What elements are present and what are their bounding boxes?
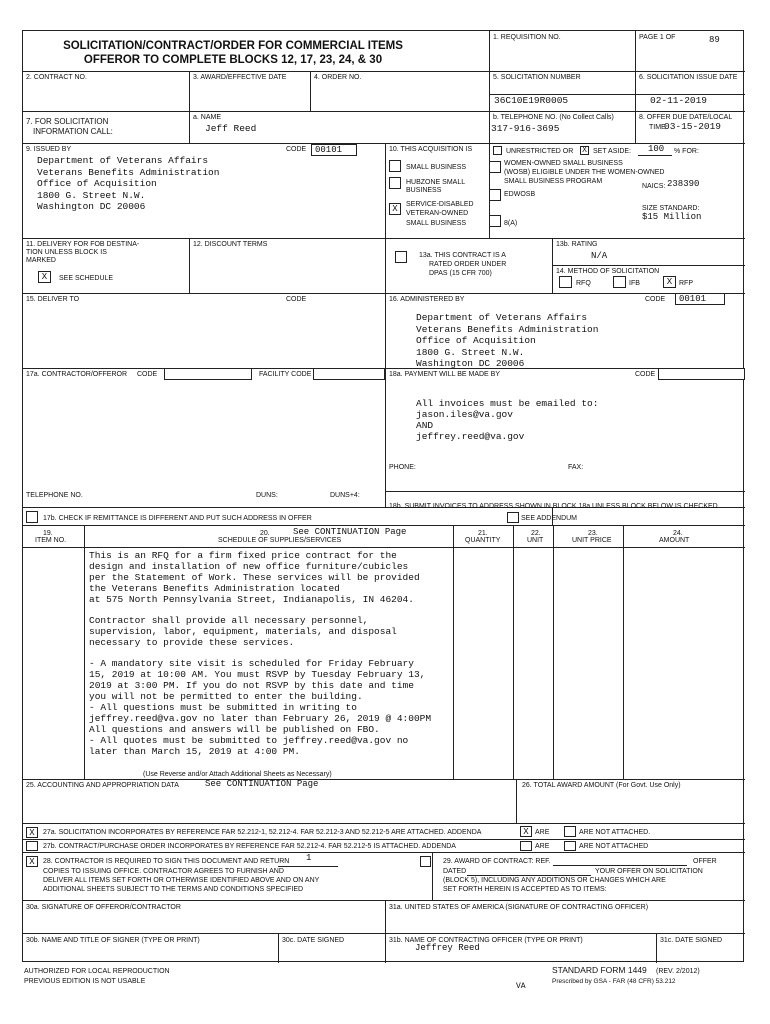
rule	[635, 31, 636, 71]
ifb-label: IFB	[629, 280, 640, 287]
col-quantity: 21.	[478, 530, 488, 537]
issued-by-address-5: Washington DC 20006	[37, 201, 146, 212]
set-aside-percent: 100	[648, 144, 665, 154]
wosb-checkbox[interactable]	[489, 161, 501, 173]
sdvosb-label-2: VETERAN-OWNED	[406, 210, 469, 217]
col-amount-label: AMOUNT	[659, 537, 690, 544]
rule	[489, 71, 490, 239]
issue-date-label: 6. SOLICITATION ISSUE DATE	[639, 74, 738, 81]
payment-code-box	[658, 368, 745, 380]
wosb-label-1: WOMEN-OWNED SMALL BUSINESS	[504, 160, 623, 167]
administered-code-label: CODE	[645, 296, 666, 303]
award-offer-label: OFFER	[693, 858, 717, 865]
rule	[656, 933, 657, 963]
rule	[23, 525, 745, 526]
deliver-to-label: 15. DELIVER TO	[26, 296, 80, 303]
issued-by-address-3: Office of Acquisition	[37, 178, 157, 189]
rule	[385, 491, 745, 492]
rule	[189, 238, 190, 293]
schedule-continuation-note: See CONTINUATION Page	[293, 527, 407, 537]
rule	[516, 779, 517, 823]
footer-revision: (REV. 2/2012)	[656, 968, 700, 975]
total-award-label: 26. TOTAL AWARD AMOUNT (For Govt. Use Only)	[522, 782, 681, 789]
contractor-code-label: CODE	[137, 371, 158, 378]
signer-name-label: 30b. NAME AND TITLE OF SIGNER (TYPE OR PRINT)	[26, 937, 200, 944]
rule	[635, 71, 636, 143]
col-schedule: 20.	[260, 530, 270, 537]
col-unit-label: UNIT	[527, 537, 544, 544]
officer-date-label: 31c. DATE SIGNED	[660, 937, 723, 944]
footer-form-name: STANDARD FORM 1449	[552, 965, 647, 975]
sdvosb-label-1: SERVICE-DISABLED	[406, 201, 474, 208]
rule	[23, 900, 745, 901]
small-business-checkbox[interactable]	[389, 160, 401, 172]
rule	[385, 900, 386, 963]
administered-code: 00101	[679, 294, 707, 304]
col-unit: 22.	[531, 530, 541, 537]
rule	[553, 525, 554, 779]
issued-by-code-label: CODE	[286, 146, 307, 153]
rule	[310, 71, 311, 111]
issued-by-address-2: Veterans Benefits Administration	[37, 166, 220, 178]
rule	[23, 933, 745, 934]
rule	[23, 111, 489, 112]
requisition-label: 1. REQUISITION NO.	[493, 34, 561, 41]
rule	[84, 525, 85, 779]
contractor-sign-line-1: 28. CONTRACTOR IS REQUIRED TO SIGN THIS DOCUMENT AND RETURN	[43, 858, 290, 865]
set-aside-label: SET ASIDE:	[593, 148, 631, 155]
copies-value: 1	[306, 853, 312, 863]
footer-reproduction: AUTHORIZED FOR LOCAL REPRODUCTION	[24, 968, 170, 975]
info-call-label-1: 7. FOR SOLICITATION	[26, 117, 109, 126]
contractor-sign-checkbox[interactable]: X	[26, 856, 38, 867]
wosb-label-2: (WOSB) ELIGIBLE UNDER THE WOMEN-OWNED	[504, 169, 665, 176]
footer-previous-edition: PREVIOUS EDITION IS NOT USABLE	[24, 978, 146, 985]
rule	[489, 111, 745, 112]
set-aside-checkbox[interactable]: X	[580, 146, 589, 155]
edwosb-checkbox[interactable]	[489, 189, 501, 201]
award-line-2: YOUR OFFER ON SOLICITATION	[595, 868, 703, 875]
rule	[23, 143, 745, 144]
facility-code-box[interactable]	[313, 368, 385, 380]
addenda-not-attached-label: ARE NOT ATTACHED.	[579, 829, 651, 836]
solicitation-ref-label: 27a. SOLICITATION INCORPORATES BY REFERENCE FAR 52.212-1, 52.212-4. FAR 52.212-3 AND 52.212-5 ARE ATTACHED. ADDENDA	[43, 829, 482, 836]
rule	[23, 238, 745, 239]
payment-fax-label: FAX:	[568, 464, 584, 471]
award-dated-underline	[467, 875, 591, 876]
payment-line-2: jason.iles@va.gov	[416, 409, 513, 420]
rating-label: 13b. RATING	[556, 241, 598, 248]
col-unit-price: 23.	[588, 530, 598, 537]
naics-label: NAICS:	[642, 183, 666, 190]
rule	[189, 71, 190, 111]
contact-name: Jeff Reed	[205, 123, 257, 134]
accounting-label: 25. ACCOUNTING AND APPROPRIATION DATA	[26, 782, 179, 789]
rfp-checkbox[interactable]: X	[663, 276, 676, 288]
award-date-label: 3. AWARD/EFFECTIVE DATE	[193, 74, 287, 81]
name-label: a. NAME	[193, 114, 222, 121]
offeror-date-label: 30c. DATE SIGNED	[282, 937, 345, 944]
description-paragraph: - A mandatory site visit is scheduled for Friday February 15, 2019 at 10:00 AM. You must RSVP by Tuesday February 13, 2019 at 3:00 PM. If you do not RSVP by this date and time you will not be permitted to enter the building. - All questions must be submitted in writing to jeffrey.reed@va.gov no later than February 26, 2019 @ 4:00PM All questions and answers will be published on FBO. - All quotes must be submitted to jeffrey.reed@va.gov no later than March 15, 2019 at 4:00 PM.	[89, 658, 432, 757]
footer-prescribed: Prescribed by GSA - FAR (48 CFR) 53.212	[552, 978, 676, 985]
payment-line-1: All invoices must be emailed to:	[416, 398, 599, 409]
hubzone-label-2: BUSINESS	[406, 187, 442, 194]
award-line-4: SET FORTH HEREIN IS ACCEPTED AS TO ITEMS:	[443, 886, 607, 893]
issued-by-label: 9. ISSUED BY	[26, 146, 72, 153]
contract-ref-label: 27b. CONTRACT/PURCHASE ORDER INCORPORATES BY REFERENCE FAR 52.212-4. FAR 52.212-5 IS ATTACHED. ADDENDA	[43, 843, 456, 850]
ifb-checkbox[interactable]	[613, 276, 626, 288]
eight-a-checkbox[interactable]	[489, 215, 501, 227]
delivery-label-1: 11. DELIVERY FOR FOB DESTINA-	[26, 241, 140, 248]
rule	[23, 71, 745, 72]
solicitation-no: 36C10E19R0005	[494, 95, 569, 106]
info-call-label-2: INFORMATION CALL:	[33, 127, 113, 136]
administered-address-2: Veterans Benefits Administration	[416, 323, 599, 335]
contract-no-label: 2. CONTRACT NO.	[26, 74, 87, 81]
rule	[513, 525, 514, 779]
col-schedule-label: SCHEDULE OF SUPPLIES/SERVICES	[218, 537, 342, 544]
rating-value: N/A	[591, 251, 608, 261]
page-total: 89	[709, 35, 720, 45]
contract-addenda-are-label: ARE	[535, 843, 550, 850]
contract-addenda-not-attached-label: ARE NOT ATTACHED	[579, 843, 649, 850]
sdvosb-checkbox[interactable]: X	[389, 203, 401, 215]
issued-by-address-1: Department of Veterans Affairs	[37, 155, 209, 166]
col-item-no-label: ITEM NO.	[35, 537, 67, 544]
see-schedule-label: SEE SCHEDULE	[59, 275, 114, 282]
rule	[23, 547, 745, 548]
rfq-label: RFQ	[576, 280, 591, 287]
rule	[453, 525, 454, 779]
sdvosb-label-3: SMALL BUSINESS	[406, 220, 467, 227]
award-ref-underline	[553, 865, 687, 866]
solicitation-no-label: 5. SOLICITATION NUMBER	[493, 74, 581, 81]
sf1449-form	[22, 30, 744, 962]
telephone-label: TELEPHONE NO.	[26, 492, 83, 499]
col-item-no: 19.	[43, 530, 53, 537]
unrestricted-label: UNRESTRICTED OR	[506, 148, 574, 155]
hubzone-checkbox[interactable]	[389, 177, 401, 189]
rule	[189, 111, 190, 143]
offer-due-date: 03-15-2019	[664, 121, 722, 132]
award-line-3: (BLOCK 5), INCLUDING ANY ADDITIONS OR CHANGES WHICH ARE	[443, 877, 666, 884]
issued-by-address-4: 1800 G. Street N.W.	[37, 189, 146, 201]
footer-agency: VA	[516, 982, 526, 991]
contractor-label: 17a. CONTRACTOR/OFFEROR	[26, 371, 127, 378]
rfq-checkbox[interactable]	[559, 276, 572, 288]
award-line-1: 29. AWARD OF CONTRACT: REF.	[443, 858, 551, 865]
remittance-checkbox[interactable]	[26, 511, 38, 523]
acquisition-label: 10. THIS ACQUISITION IS	[389, 146, 473, 153]
rule	[23, 823, 745, 824]
duns-label: DUNS:	[256, 492, 278, 499]
due-time-label: TIME	[649, 124, 666, 131]
delivery-label-3: MARKED	[26, 257, 56, 264]
description-paragraph: This is an RFQ for a firm fixed price contract for the design and installation of new office furniture/cubicles per the Statement of Work. These services will be provided the Veterans Benefits Administration located at 575 North Pennsylvania Street, Indianapolis, IN 46204.	[89, 550, 420, 605]
award-checkbox[interactable]	[420, 856, 431, 867]
administered-address-1: Department of Veterans Affairs	[416, 312, 588, 323]
award-dated-label: DATED	[443, 868, 467, 875]
col-amount: 24.	[673, 530, 683, 537]
contract-ref-checkbox[interactable]	[26, 841, 38, 851]
rule	[23, 293, 745, 294]
contact-phone: 317-916-3695	[491, 123, 560, 134]
form-subtitle: OFFEROR TO COMPLETE BLOCKS 12, 17, 23, 24, & 30	[83, 54, 383, 66]
rule	[385, 143, 386, 507]
col-unit-price-label: UNIT PRICE	[572, 537, 612, 544]
rule	[278, 933, 279, 963]
rated-order-checkbox[interactable]	[395, 251, 407, 263]
contractor-code-box[interactable]	[164, 368, 252, 380]
payment-phone-label: PHONE:	[389, 464, 416, 471]
size-standard: $15 Million	[642, 212, 702, 222]
order-no-label: 4. ORDER NO.	[314, 74, 362, 81]
rated-order-label-1: 13a. THIS CONTRACT IS A	[419, 252, 506, 259]
offeror-signature-label: 30a. SIGNATURE OF OFFEROR/CONTRACTOR	[26, 904, 181, 911]
pct-underline	[638, 155, 672, 156]
contract-addenda-not-attached-checkbox[interactable]	[564, 841, 576, 851]
discount-terms-label: 12. DISCOUNT TERMS	[193, 241, 268, 248]
deliver-to-code-label: CODE	[286, 296, 307, 303]
copies-underline	[278, 866, 338, 867]
wosb-label-3: SMALL BUSINESS PROGRAM	[504, 178, 603, 185]
hubzone-label-1: HUBZONE SMALL	[406, 179, 466, 186]
accounting-value: See CONTINUATION Page	[205, 779, 319, 789]
payment-line-4: jeffrey.reed@va.gov	[416, 431, 525, 442]
rule	[23, 839, 745, 840]
rule	[623, 525, 624, 779]
delivery-label-2: TION UNLESS BLOCK IS	[26, 249, 107, 256]
officer-name-label: 31b. NAME OF CONTRACTING OFFICER (TYPE OR PRINT)	[389, 937, 583, 944]
administered-address-5: Washington DC 20006	[416, 358, 525, 369]
invoice-label: 18b. SUBMIT INVOICES TO ADDRESS SHOWN IN BLOCK 18a UNLESS BLOCK BELOW IS CHECKED	[389, 503, 718, 510]
rfp-label: RFP	[679, 280, 693, 287]
method-label: 14. METHOD OF SOLICITATION	[556, 268, 660, 275]
contract-addenda-are-checkbox[interactable]	[520, 841, 532, 851]
issue-date: 02-11-2019	[650, 95, 708, 106]
rated-order-label-3: DPAS (15 CFR 700)	[429, 270, 492, 277]
addendum-label: SEE ADDENDUM	[521, 515, 578, 522]
payment-code-label: CODE	[635, 371, 656, 378]
description-paragraph: Contractor shall provide all necessary personnel, supervision, labor, equipment, materials, and disposal necessary to provide these services.	[89, 615, 397, 648]
rule	[432, 852, 433, 900]
facility-code-label: FACILITY CODE	[259, 371, 312, 378]
addenda-are-checkbox[interactable]: X	[520, 826, 532, 837]
contractor-sign-line-2: COPIES TO ISSUING OFFICE. CONTRACTOR AGREES TO FURNISH AND	[43, 868, 284, 875]
rated-order-label-2: RATED ORDER UNDER	[429, 261, 507, 268]
naics-code: 238390	[667, 179, 700, 189]
duns4-label: DUNS+4:	[330, 492, 360, 499]
pct-for-label: % FOR:	[674, 148, 699, 155]
size-standard-label: SIZE STANDARD:	[642, 205, 700, 212]
administered-address-3: Office of Acquisition	[416, 335, 536, 346]
col-quantity-label: QUANTITY	[465, 537, 501, 544]
contractor-sign-line-3: DELIVER ALL ITEMS SET FORTH OR OTHERWISE IDENTIFIED ABOVE AND ON ANY	[43, 877, 320, 884]
addendum-checkbox[interactable]	[507, 512, 519, 523]
edwosb-label: EDWOSB	[504, 191, 536, 198]
administered-by-label: 16. ADMINISTERED BY	[389, 296, 465, 303]
issued-by-code: 00101	[315, 145, 343, 155]
schedule-description	[89, 550, 449, 767]
see-schedule-checkbox[interactable]: X	[38, 271, 51, 283]
solicitation-ref-checkbox[interactable]: X	[26, 827, 38, 838]
contractor-sign-line-4: ADDITIONAL SHEETS SUBJECT TO THE TERMS AND CONDITIONS SPECIFIED	[43, 886, 304, 893]
unrestricted-checkbox[interactable]	[493, 146, 502, 155]
officer-name: Jeffrey Reed	[415, 943, 480, 953]
rule	[552, 265, 745, 266]
officer-signature-label: 31a. UNITED STATES OF AMERICA (SIGNATURE OF CONTRACTING OFFICER)	[389, 904, 649, 911]
addenda-are-label: ARE	[535, 829, 550, 836]
remittance-label: 17b. CHECK IF REMITTANCE IS DIFFERENT AND PUT SUCH ADDRESS IN OFFER	[43, 515, 312, 522]
eight-a-label: 8(A)	[504, 220, 518, 227]
form-title: SOLICITATION/CONTRACT/ORDER FOR COMMERCIAL ITEMS	[63, 40, 403, 52]
phone-label: b. TELEPHONE NO. (No Collect Calls)	[493, 114, 614, 121]
due-date-label: 8. OFFER DUE DATE/LOCAL	[639, 114, 733, 121]
administered-address-4: 1800 G. Street N.W.	[416, 346, 525, 358]
reverse-note: (Use Reverse and/or Attach Additional Sheets as Necessary)	[143, 771, 332, 778]
page-label: PAGE 1 OF	[639, 34, 676, 41]
rule	[23, 852, 745, 853]
rule	[23, 779, 745, 780]
addenda-not-attached-checkbox[interactable]	[564, 826, 576, 837]
small-business-label: SMALL BUSINESS	[406, 164, 467, 171]
payment-line-3: AND	[416, 420, 434, 431]
payment-label: 18a. PAYMENT WILL BE MADE BY	[389, 371, 500, 378]
rule	[489, 31, 490, 71]
